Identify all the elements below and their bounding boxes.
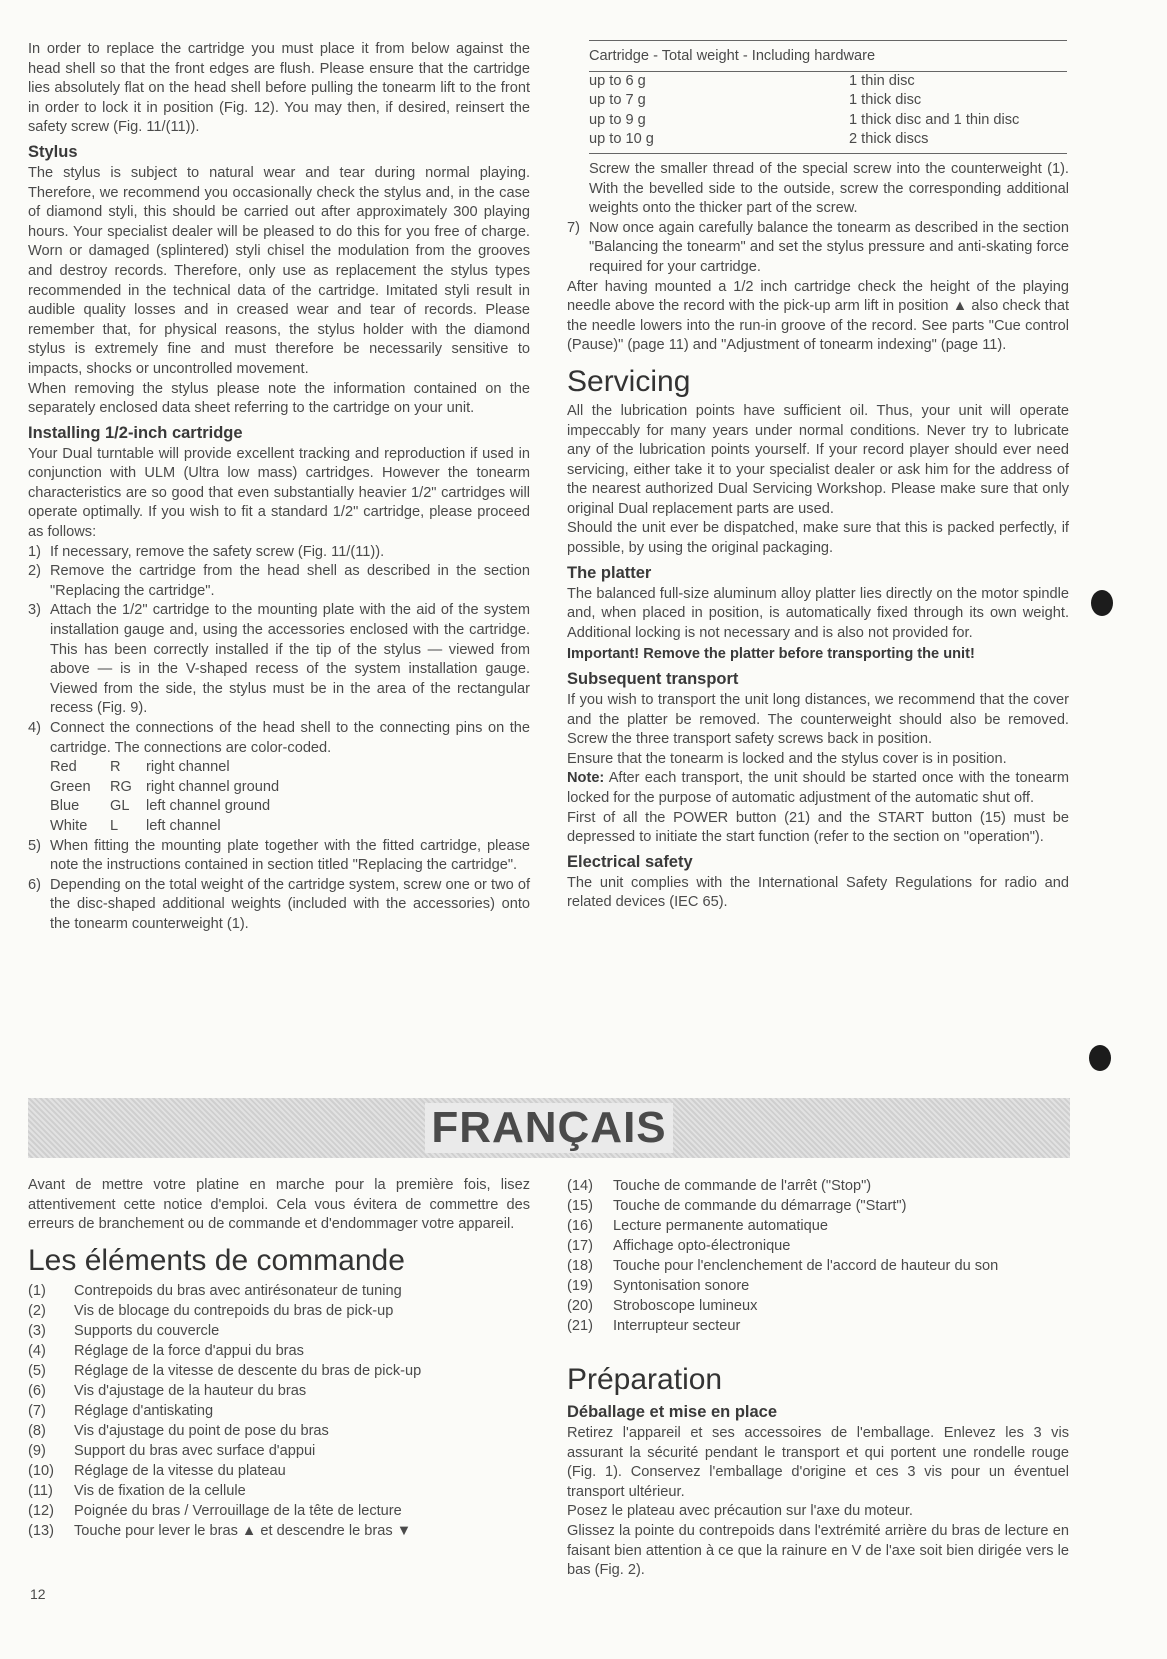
step-7 [567, 219, 1069, 278]
paragraph-install: Your Dual turntable will provide excellent tracking and reproduction if used in conjunction with ULM (Ultra low mass) cartridges. However the tonearm characteristics are so good that even substantially heavier 1/2" cartridges will operate optimally. If you wish to fit a standard 1/2" cartridge, please proceed as follows: [28, 445, 530, 541]
language-banner [28, 1098, 1070, 1158]
list-item: (15) Touche de commande du démarrage ("Start") [567, 1198, 907, 1214]
paragraph-stylus-1: The stylus is subject to natural wear and tear during normal playing. Therefore, we recommend you occasionally check the stylus and, in the case of diamond styli, this should be carried out after approximately 300 playing hours. Your specialist dealer will be pleased to do this for you free of charge. Worn or damaged (splintered) styli chisel the modulation from the grooves and destroy records. Therefore, only use as replacement the stylus types recommended in the technical data of the cartridge. Imitated styli result in audible quality losses and in creased wear and tear of records. Please remember that, for physical reasons, the stylus holder with the diamond stylus is extremely fine and must therefore be necessarily sensitive to impacts, shocks or uncontrolled movement. [28, 164, 530, 377]
page-number: 12 [30, 1586, 46, 1602]
list-item: (1) Contrepoids du bras avec antirésonateur de tuning [28, 1282, 402, 1299]
elements-list-continued [567, 1176, 1069, 1336]
elements-list [28, 1281, 530, 1541]
french-left-column [28, 1176, 530, 1541]
list-item: (13) Touche pour lever le bras ▲ et descendre le bras ▼ [28, 1522, 412, 1539]
connection-color-codes [50, 758, 530, 836]
step-number: 7) [567, 219, 580, 236]
paragraph-power: First of all the POWER button (21) and the START button (15) must be depressed to initiate the start function (refer to the section on "operation"). [567, 809, 1069, 846]
list-item: (14) Touche de commande de l'arrêt ("Stop") [567, 1178, 872, 1194]
left-column [28, 40, 530, 935]
install-steps-continued [28, 837, 530, 935]
list-item: (4) Réglage de la force d'appui du bras [28, 1342, 304, 1359]
heading-platter: The platter [567, 563, 652, 582]
list-item: (6) Vis d'ajustage de la hauteur du bras [28, 1382, 307, 1399]
list-item: (21) Interrupteur secteur [567, 1318, 741, 1334]
connection-row: White L left channel [50, 817, 221, 834]
banner-title: FRANÇAIS [425, 1103, 672, 1153]
paragraph-transport-2: Ensure that the tonearm is locked and the stylus cover is in position. [567, 750, 1007, 767]
binding-hole-mark [1089, 1045, 1111, 1071]
step-number: 1) [28, 543, 41, 560]
right-column [567, 40, 1069, 913]
connection-row: Blue GL left channel ground [50, 798, 271, 815]
weight-row: up to 6 g 1 thin disc [589, 72, 915, 89]
list-item: (5) Réglage de la vitesse de descente du bras de pick-up [28, 1362, 422, 1379]
step-number: 3) [28, 602, 41, 619]
paragraph-transport-1: If you wish to transport the unit long distances, we recommend that the cover and the platter be removed. The counterweight should also be removed. Screw the three transport safety screws back in position. [567, 692, 1069, 748]
heading-electrical-safety: Electrical safety [567, 852, 693, 871]
list-item: (2) Vis de blocage du contrepoids du bras de pick-up [28, 1302, 394, 1319]
paragraph-servicing-2: Should the unit ever be dispatched, make sure that this is packed perfectly, if possible, by using the original packaging. [567, 520, 1069, 557]
heading-deballage: Déballage et mise en place [567, 1403, 778, 1421]
note-label: Note: [567, 770, 605, 787]
paragraph-replace-cartridge: In order to replace the cartridge you must place it from below against the head shell so that the front edges are flush. Please ensure that the cartridge lies absolutely flat on the head shell before pulling the tonearm lift to the front in order to lock it in position (Fig. 12). You may then, if desired, reinsert the safety screw (Fig. 11/(11)). [28, 41, 530, 136]
paragraph-deballage-2: Posez le plateau avec précaution sur l'axe du moteur. [567, 1503, 913, 1520]
list-item: (9) Support du bras avec surface d'appui [28, 1442, 316, 1459]
step-text: Now once again carefully balance the tonearm as described in the section "Balancing the tonearm" and set the stylus pressure and anti-skating force required for your cartridge. [589, 219, 1069, 275]
french-right-column [567, 1176, 1069, 1581]
step-number: 2) [28, 563, 41, 580]
important-note: Important! Remove the platter before transporting the unit! [567, 646, 975, 663]
step-item [28, 719, 530, 758]
heading-stylus: Stylus [28, 142, 78, 161]
list-item: (18) Touche pour l'enclenchement de l'accord de hauteur du son [567, 1258, 999, 1274]
binding-hole-mark [1091, 590, 1113, 616]
paragraph-intro: Avant de mettre votre platine en marche pour la première fois, lisez attentivement cette notice d'emploi. Cela vous évitera de commettre des erreurs de branchement ou de commande et d'endommager votre appareil. [28, 1177, 530, 1233]
step-text: If necessary, remove the safety screw (Fig. 11/(11)). [50, 543, 385, 560]
weight-row: up to 9 g 1 thick disc and 1 thin disc [589, 111, 1020, 128]
step-text: Connect the connections of the head shell to the connecting pins on the cartridge. The connections are color-coded. [50, 720, 530, 756]
step-item [28, 543, 530, 563]
heading-preparation: Préparation [567, 1363, 723, 1396]
heading-subsequent-transport: Subsequent transport [567, 670, 739, 689]
paragraph-deballage-3: Glissez la pointe du contrepoids dans l'extrémité arrière du bras de lecture en faisant bien attention à ce que la rainure en V de l'axe soit bien dirigée vers le bas (Fig. 2). [567, 1522, 1069, 1579]
step-item [28, 562, 530, 601]
list-item: (17) Affichage opto-électronique [567, 1238, 791, 1254]
list-item: (19) Syntonisation sonore [567, 1278, 750, 1294]
list-item: (16) Lecture permanente automatique [567, 1218, 828, 1234]
paragraph-servicing-1: All the lubrication points have sufficient oil. Thus, your unit will operate impeccably for many years under normal conditions. Never try to lubricate any of the lubrication points yourself. If your record player should ever need servicing, either take it to your specialist dealer or ask him for the address of the nearest authorized Dual Servicing Workshop. Please make sure that only original Dual replacement parts are used. [567, 402, 1069, 517]
heading-installing-cartridge: Installing 1/2-inch cartridge [28, 423, 243, 442]
weight-row: up to 7 g 1 thick disc [589, 92, 922, 109]
list-item: (7) Réglage d'antiskating [28, 1402, 214, 1419]
step-text: Attach the 1/2" cartridge to the mounting plate with the aid of the system installation gauge and, using the accessories enclosed with the cartridge. This has been correctly installed if the tip of the stylus — viewed from above — is in the V-shaped recess of the system installation gauge. Viewed from the side, the stylus must be in the area of the rectangular recess (Fig. 9). [50, 602, 530, 717]
list-item: (20) Stroboscope lumineux [567, 1298, 758, 1314]
weight-table-header: Cartridge - Total weight - Including hardware [589, 41, 1067, 72]
paragraph-stylus-2: When removing the stylus please note the information contained on the separately enclosed data sheet referring to the cartridge on your unit. [28, 380, 530, 417]
paragraph-after-mounting: After having mounted a 1/2 inch cartridge check the height of the playing needle above the record with the pick-up arm lift in position ▲ also check that the needle lowers into the run-in groove of the record. See parts "Cue control (Pause)" (page 11) and "Adjustment of tonearm indexing" (page 11). [567, 278, 1069, 354]
connection-row: Green RG right channel ground [50, 778, 280, 795]
paragraph-deballage-1: Retirez l'appareil et ses accessoires de l'emballage. Enlevez les 3 vis assurant la sécurité pendant le transport et qui portent une rondelle rouge (Fig. 1). Conservez l'emballage d'origine et ces 3 vis pour un éventuel transport ultérieur. [567, 1425, 1069, 1500]
step-number: 6) [28, 876, 41, 893]
install-steps [28, 543, 530, 759]
list-item: (10) Réglage de la vitesse du plateau [28, 1462, 286, 1479]
step-number: 4) [28, 720, 41, 736]
list-item: (12) Poignée du bras / Verrouillage de la tête de lecture [28, 1502, 402, 1519]
step-item [28, 876, 530, 935]
paragraph-note: Note: After each transport, the unit should be started once with the tonearm locked for the purpose of automatic adjustment of the automatic shut off. [567, 770, 1069, 806]
step-number: 5) [28, 837, 41, 854]
step-text: When fitting the mounting plate together with the fitted cartridge, please note the instructions contained in section titled "Replacing the cartridge". [50, 837, 530, 874]
connection-row: Red R right channel [50, 759, 230, 776]
heading-servicing: Servicing [567, 364, 691, 398]
paragraph-electrical: The unit complies with the International Safety Regulations for radio and related devices (IEC 65). [567, 874, 1069, 911]
step-item [28, 837, 530, 876]
paragraph-platter: The balanced full-size aluminum alloy platter lies directly on the motor spindle and, when placed in position, is automatically fixed through its own weight. Additional locking is not necessary and is also not provided for. [567, 585, 1069, 641]
step-text: Depending on the total weight of the cartridge system, screw one or two of the disc-shaped additional weights (included with the accessories) onto the tonearm counterweight (1). [50, 876, 530, 932]
step-item [28, 601, 530, 719]
paragraph-screw: Screw the smaller thread of the special screw into the counterweight (1). With the bevelled side to the outside, screw the corresponding additional weights onto the thicker part of the screw. [589, 160, 1069, 217]
step-text: Remove the cartridge from the head shell as described in the section "Replacing the cartridge". [50, 563, 530, 599]
heading-elements: Les éléments de commande [28, 1243, 405, 1277]
list-item: (3) Supports du couvercle [28, 1322, 220, 1339]
weight-row: up to 10 g 2 thick discs [589, 130, 1067, 153]
list-item: (11) Vis de fixation de la cellule [28, 1482, 246, 1499]
list-item: (8) Vis d'ajustage du point de pose du bras [28, 1422, 329, 1439]
weight-table [589, 40, 1067, 154]
